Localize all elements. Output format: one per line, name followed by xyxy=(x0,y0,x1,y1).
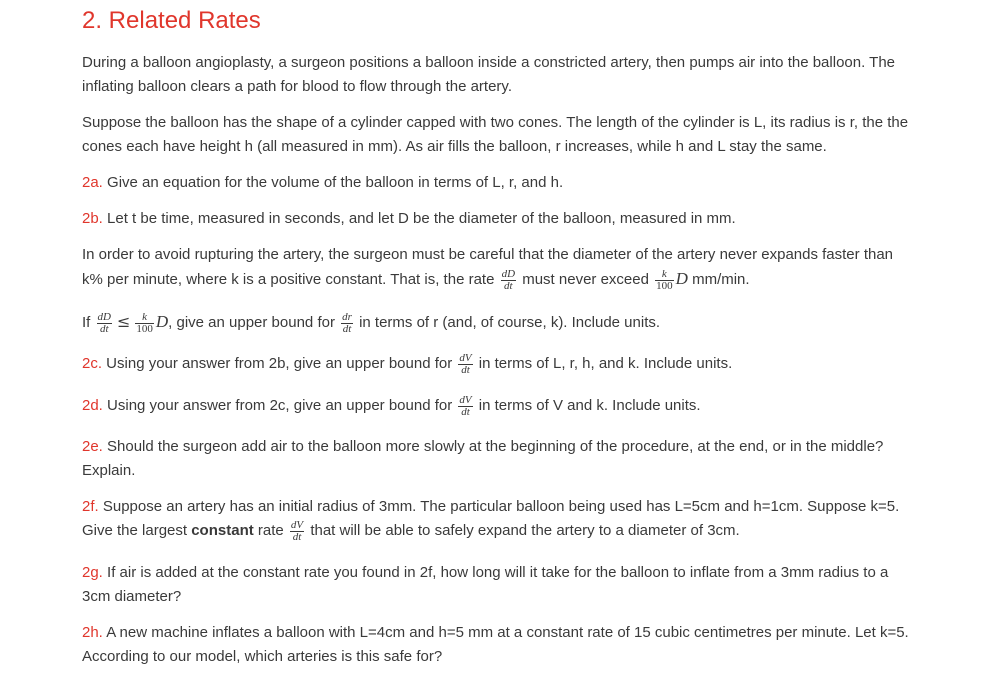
if-text: , give an upper bound for xyxy=(168,314,340,331)
fraction-dV-dt: $\frac{dV}{dt}$ xyxy=(459,393,472,418)
question-text: Using your answer from 2b, give an upper bound for xyxy=(102,355,457,372)
math-D: D xyxy=(675,269,688,288)
question-label: 2b. xyxy=(82,210,103,227)
question-2e xyxy=(82,435,912,483)
fraction-k-100: $\frac{k}{100}$ xyxy=(136,310,153,335)
question-label: 2g. xyxy=(82,564,103,581)
question-label: 2d. xyxy=(82,397,103,414)
question-text: Should the surgeon add air to the balloon more slowly at the beginning of the procedure, at the end, or in the middle? Explain. xyxy=(82,438,884,479)
fraction-dV-dt: $\frac{dV}{dt}$ xyxy=(459,351,472,376)
page-title: 2. Related Rates xyxy=(82,7,261,34)
question-text: If air is added at the constant rate you found in 2f, how long will it take for the balloon to inflate from a 3mm radius to a 3cm diameter? xyxy=(82,564,889,605)
leq-symbol: ≤ xyxy=(116,312,131,331)
question-2h xyxy=(82,621,912,669)
question-text: in terms of L, r, h, and k. Include units. xyxy=(474,355,733,372)
question-text: rate xyxy=(253,522,288,539)
constraint-text: must never exceed xyxy=(518,271,654,288)
question-2f xyxy=(82,495,912,543)
question-label: 2h. xyxy=(82,624,103,641)
fraction-dV-dt: $\frac{dV}{dt}$ xyxy=(290,518,304,543)
fraction-dD-dt: $\frac{dD}{dt}$ xyxy=(97,310,111,335)
question-text: that will be able to safely expand the artery to a diameter of 3cm. xyxy=(306,522,740,539)
question-text: in terms of V and k. Include units. xyxy=(474,397,701,414)
question-text: Using your answer from 2c, give an upper bound for xyxy=(102,397,457,414)
question-text: Suppose an artery has an initial radius of 3mm. The particular balloon being used has L=5cm and h=1cm. Suppose k=5. Give the largest xyxy=(82,498,900,539)
question-label: 2f. xyxy=(82,498,99,515)
setup-paragraph: Suppose the balloon has the shape of a cylinder capped with two cones. The length of the cylinder is L, its radius is r, the the cones each have height h (all measured in mm). As air fills the balloon, r increases, while h and L stay the same. xyxy=(82,114,909,155)
math-D: D xyxy=(155,312,169,331)
question-text: Give an equation for the volume of the balloon in terms of L, r, and h. xyxy=(102,174,564,191)
if-suffix: in terms of r (and, of course, k). Include units. xyxy=(354,314,661,331)
fraction-dD-dt: $\frac{dD}{dt}$ xyxy=(501,267,516,292)
intro-paragraph: During a balloon angioplasty, a surgeon positions a balloon inside a constricted artery, then pumps air into the balloon. The inflating balloon clears a path for blood to flow through the artery. xyxy=(82,54,896,95)
question-2b xyxy=(82,207,912,231)
question-text: Let t be time, measured in seconds, and let D be the diameter of the balloon, measured in mm. xyxy=(102,210,736,227)
question-2g xyxy=(82,561,912,609)
question-2c xyxy=(82,352,912,376)
constraint-text: mm/min. xyxy=(687,271,750,288)
fraction-k-100: $\frac{k}{100}$ xyxy=(656,267,673,292)
if-prefix: If xyxy=(82,314,95,331)
question-text: A new machine inflates a balloon with L=4cm and h=5 mm at a constant rate of 15 cubic centimetres per minute. Let k=5. According to our model, which arteries is this safe for? xyxy=(82,624,909,665)
question-label: 2e. xyxy=(82,438,103,455)
if-condition xyxy=(82,310,912,335)
question-2a xyxy=(82,171,912,195)
question-2d xyxy=(82,394,912,418)
emphasis-constant: constant xyxy=(191,522,254,539)
constraint-text: In order to avoid rupturing the artery, the surgeon must be careful that the diameter of the artery never expands faster than k% per minute, where k is a positive constant. That is, the rate xyxy=(82,246,894,288)
question-label: 2c. xyxy=(82,355,103,372)
fraction-dr-dt: $\frac{dr}{dt}$ xyxy=(342,310,352,335)
constraint-paragraph xyxy=(82,243,912,292)
question-label: 2a. xyxy=(82,174,103,191)
